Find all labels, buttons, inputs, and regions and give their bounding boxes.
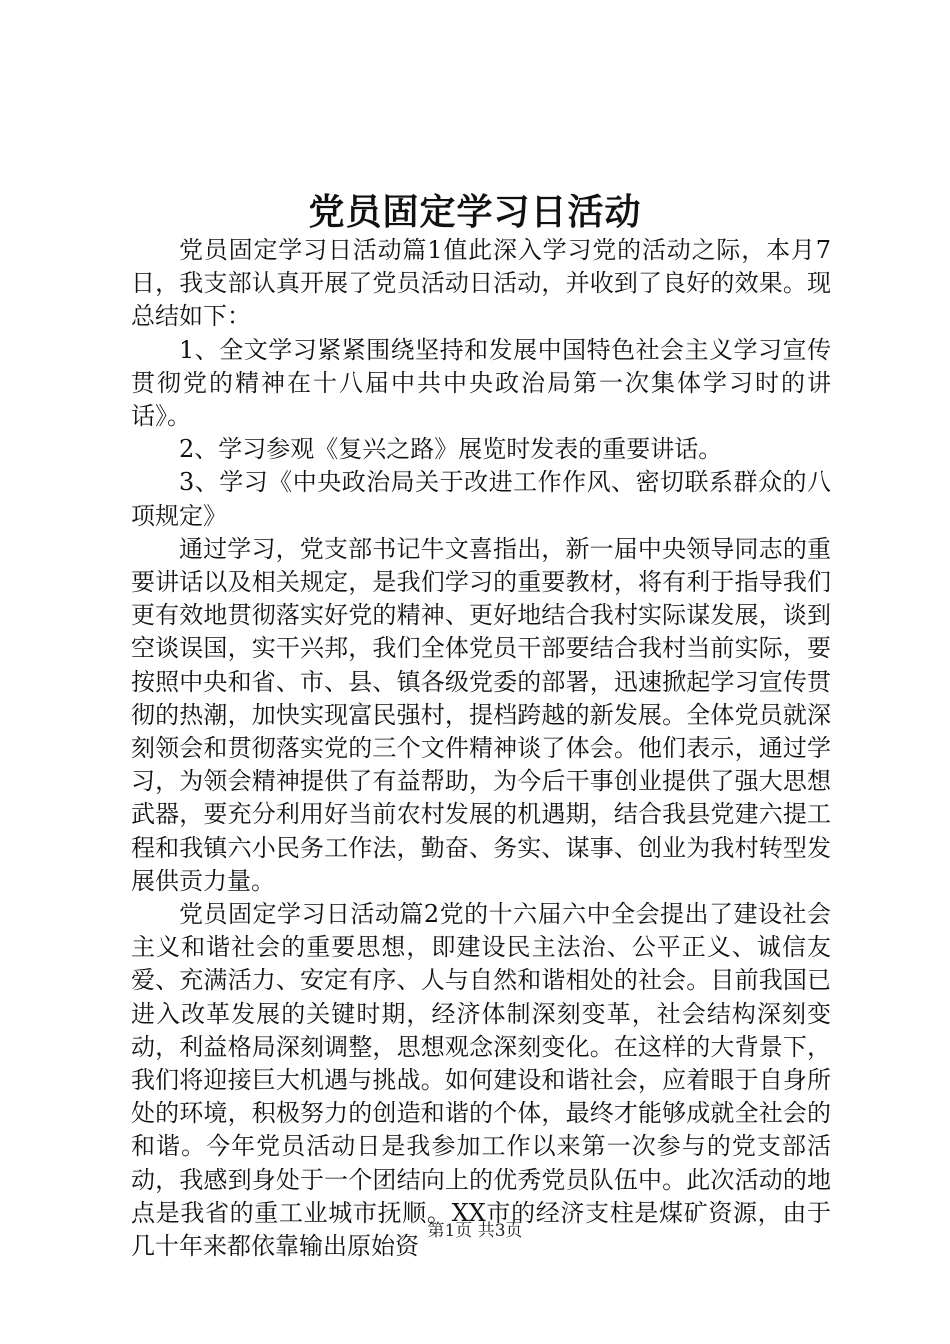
list-item-2: 2、学习参观《复兴之路》展览时发表的重要讲话。 bbox=[179, 435, 723, 464]
document-title: 党员固定学习日活动 bbox=[308, 191, 642, 233]
list-item-1: 1、全文学习紧紧围绕坚持和发展中国特色社会主义学习宣传贯彻党的精神在十八届中共中央政治局第一次集体学习时的讲话》。 bbox=[131, 335, 831, 431]
paragraph-intro: 党员固定学习日活动篇1值此深入学习党的活动之际，本月7日，我支部认真开展了党员活动日活动，并收到了良好的效果。现总结如下： bbox=[131, 236, 831, 331]
page-footer: 第1页 共3页 bbox=[427, 1221, 523, 1241]
list-item-3: 3、学习《中央政治局关于改进工作作风、密切联系群众的八项规定》 bbox=[131, 468, 831, 530]
document-body bbox=[131, 234, 831, 1263]
paragraph-article-2: 党员固定学习日活动篇2党的十六届六中全会提出了建设社会主义和谐社会的重要思想，即建设民主法治、公平正义、诚信友爱、充满活力、安定有序、人与自然和谐相处的社会。目前我国已进入改革发展的关键时期，经济体制深刻变革，社会结构深刻变动，利益格局深刻调整，思想观念深刻变化。在这样的大背景下，我们将迎接巨大机遇与挑战。如何建设和谐社会，应着眼于自身所处的环境，积极努力的创造和谐的个体，最终才能够成就全社会的和谐。今年党员活动日是我参加工作以来第一次参与的党支部活动，我感到身处于一个团结向上的优秀党员队伍中。此次活动的地点是我省的重工业城市抚顺。XX市的经济支柱是煤矿资源，由于几十年来都依靠输出原始资 bbox=[131, 900, 831, 1261]
paragraph-summary: 通过学习，党支部书记牛文喜指出，新一届中央领导同志的重要讲话以及相关规定，是我们学习的重要教材，将有利于指导我们更有效地贯彻落实好党的精神、更好地结合我村实际谋发展，谈到空谈误国，实干兴邦，我们全体党员干部要结合我村当前实际，要按照中央和省、市、县、镇各级党委的部署，迅速掀起学习宣传贯彻的热潮，加快实现富民强村，提档跨越的新发展。全体党员就深刻领会和贯彻落实党的三个文件精神谈了体会。他们表示，通过学习，为领会精神提供了有益帮助，为今后干事创业提供了强大思想武器，要充分利用好当前农村发展的机遇期，结合我县党建六提工程和我镇六小民务工作法，勤奋、务实、谋事、创业为我村转型发展供贡力量。 bbox=[131, 534, 831, 895]
